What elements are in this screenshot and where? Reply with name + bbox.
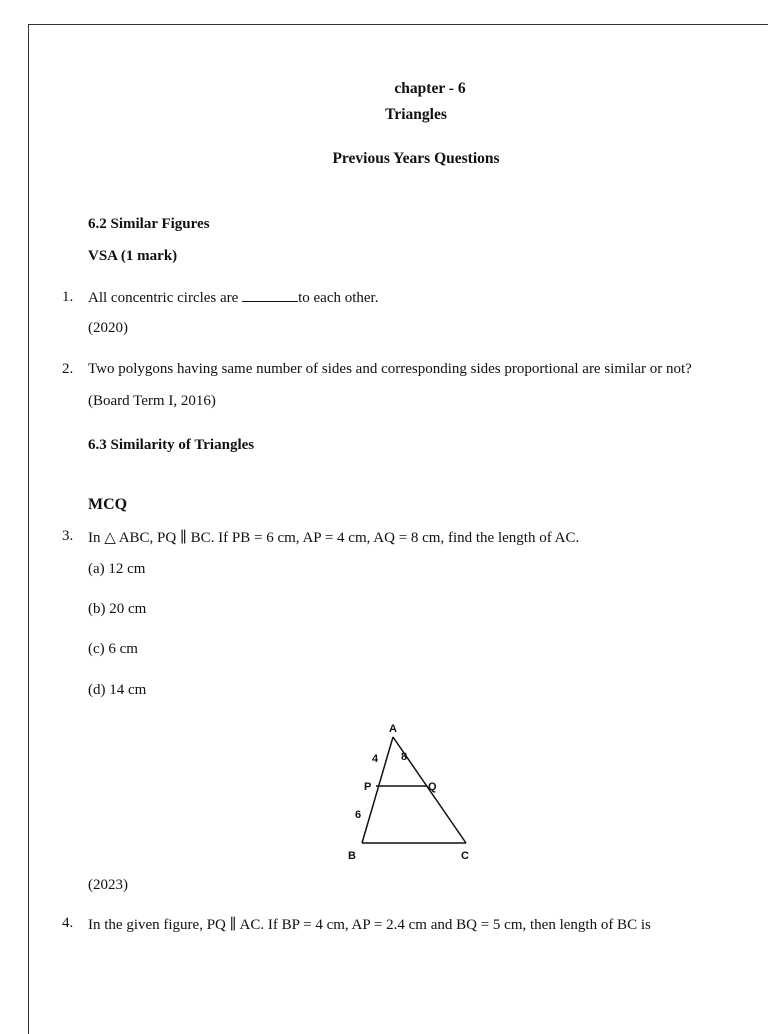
aq-length-label: 8 bbox=[401, 751, 408, 763]
vertex-b-label: B bbox=[348, 850, 356, 862]
question-1-text-before: All concentric circles are bbox=[88, 290, 239, 306]
vertex-c-label: C bbox=[461, 850, 469, 862]
option-a: (a) 12 cm bbox=[88, 561, 146, 577]
pb-length-label: 6 bbox=[355, 809, 362, 821]
question-1-text-after: to each other. bbox=[298, 290, 379, 306]
question-4-text: In the given figure, PQ ∥ AC. If BP = 4 cm, AP = 2.4 cm and BQ = 5 cm, then length of BC is bbox=[88, 917, 651, 933]
question-2-text: Two polygons having same number of sides and corresponding sides proportional are similar or not? bbox=[88, 361, 692, 377]
section-type-vsa: VSA (1 mark) bbox=[88, 248, 178, 264]
point-p-label: P bbox=[364, 781, 372, 793]
option-c: (c) 6 cm bbox=[88, 641, 138, 657]
option-b: (b) 20 cm bbox=[88, 601, 147, 617]
point-q-label: Q bbox=[428, 781, 437, 793]
fill-in-blank bbox=[242, 289, 298, 302]
question-number: 3. bbox=[62, 528, 74, 544]
question-3-text: In △ ABC, PQ ∥ BC. If PB = 6 cm, AP = 4 cm, AQ = 8 cm, find the length of AC. bbox=[88, 530, 580, 546]
question-1-text bbox=[88, 289, 378, 307]
page-subtitle: Previous Years Questions bbox=[332, 150, 500, 167]
question-2-year: (Board Term I, 2016) bbox=[88, 393, 216, 409]
option-d: (d) 14 cm bbox=[88, 682, 147, 698]
chapter-label: chapter - 6 bbox=[394, 80, 466, 97]
section-type-mcq: MCQ bbox=[88, 496, 128, 513]
vertex-a-label: A bbox=[389, 723, 397, 735]
ap-length-label: 4 bbox=[372, 753, 379, 765]
chapter-title: Triangles bbox=[385, 106, 447, 123]
triangle-figure bbox=[330, 715, 490, 865]
question-number: 1. bbox=[62, 289, 74, 305]
question-1-year: (2020) bbox=[88, 320, 128, 336]
section-heading-similarity-of-triangles: 6.3 Similarity of Triangles bbox=[88, 437, 255, 453]
question-number: 4. bbox=[62, 915, 74, 931]
question-3-year: (2023) bbox=[88, 877, 128, 893]
section-heading-similar-figures: 6.2 Similar Figures bbox=[88, 216, 210, 232]
question-number: 2. bbox=[62, 361, 74, 377]
